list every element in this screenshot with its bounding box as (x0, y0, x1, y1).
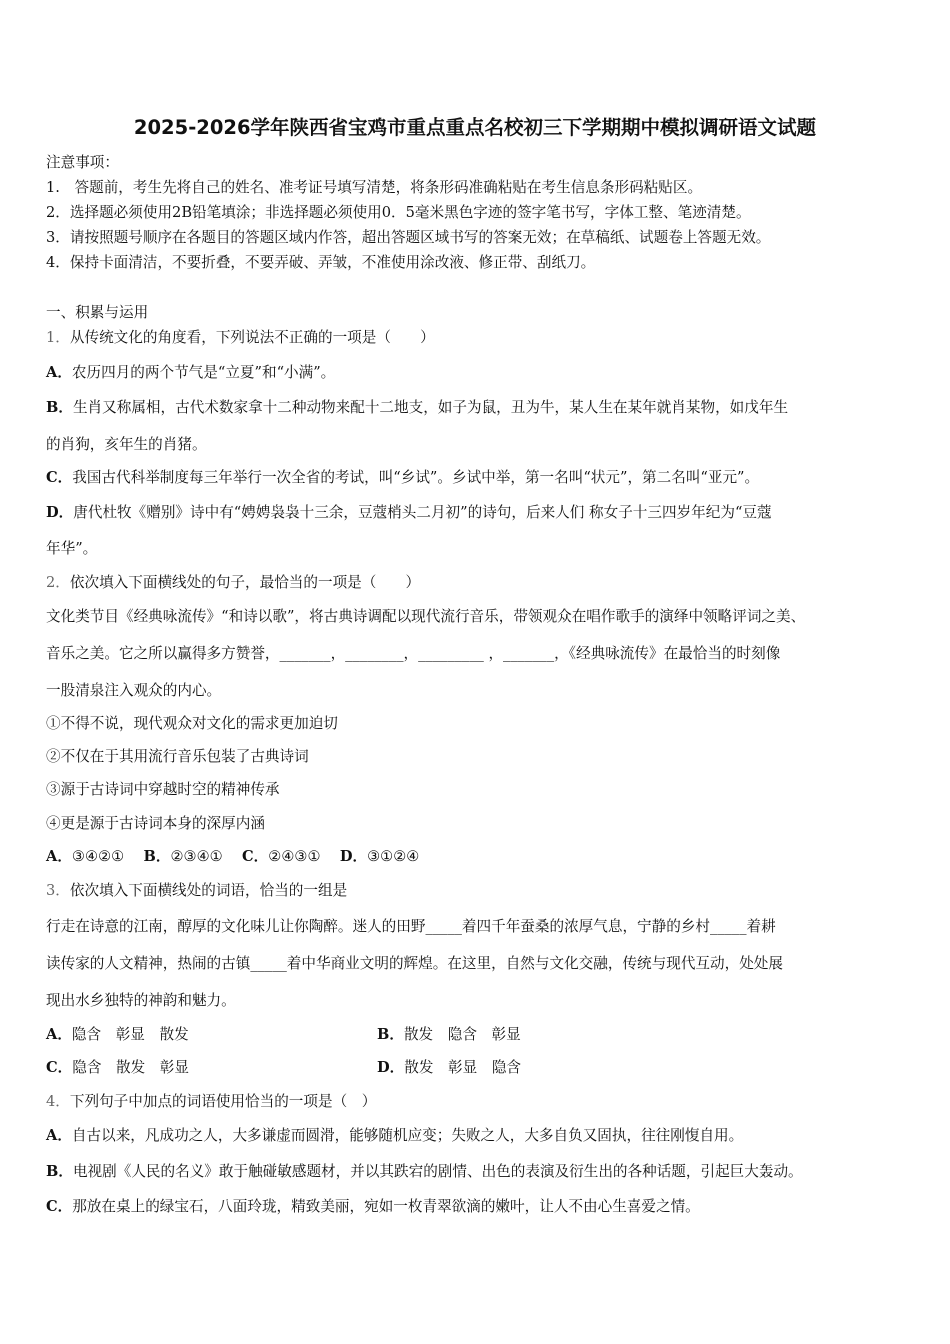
option-text: 电视剧《人民的名义》敢于触碰敏感题材，并以其跌宕的剧情、出色的表演及衍生出的各种话题，引起巨大轰动。 (72, 1163, 803, 1180)
q1-option-b-cont: 的肖狗，亥年生的肖猪。 (46, 436, 207, 453)
option-label: B． (143, 848, 171, 865)
question-1 (46, 326, 435, 347)
q4-option-c (46, 1195, 700, 1216)
q2-passage-line-1: 文化类节目《经典咏流传》“和诗以歌”，将古典诗调配以现代流行音乐，带领观众在唱作歌手的演绎中领略评词之美、 (46, 608, 806, 625)
q2-sentence-3: ③源于古诗词中穿越时空的精神传承 (46, 781, 280, 798)
option-label: C． (46, 1059, 73, 1076)
q1-option-b (46, 396, 788, 417)
question-number: 1． (46, 329, 70, 346)
q3-option-d (377, 1056, 521, 1077)
question-number: 2． (46, 574, 70, 591)
option-text: 那放在桌上的绿宝石，八面玲珑，精致美丽，宛如一枚青翠欲滴的嫩叶，让人不由心生喜爱之情。 (72, 1198, 700, 1215)
option-label: D． (377, 1059, 405, 1076)
q1-option-a (46, 361, 335, 382)
option-label: D． (339, 848, 368, 865)
option-label: D． (46, 504, 74, 521)
option-label: B． (46, 399, 73, 416)
option-text: 散发 彰显 隐含 (404, 1059, 522, 1076)
option-label: A． (46, 1127, 72, 1144)
q4-option-b (46, 1160, 803, 1181)
q1-option-d (46, 501, 772, 522)
notice-heading: 注意事项： (46, 154, 119, 171)
option-label: B． (46, 1163, 73, 1180)
notice-item-1: 1. 答题前，考生先将自己的姓名、准考证号填写清楚，将条形码准确粘贴在考生信息条形码粘贴区。 (46, 179, 703, 196)
notice-item-2: 2．选择题必须使用2B铅笔填涂；非选择题必须使用0．5毫米黑色字迹的签字笔书写，字体工整、笔迹清楚。 (46, 204, 751, 221)
option-label: B． (377, 1026, 404, 1043)
question-stem: 下列句子中加点的词语使用恰当的一项是（ ） (69, 1093, 377, 1110)
option-text: 散发 隐含 彰显 (403, 1026, 521, 1043)
question-stem: 从传统文化的角度看，下列说法不正确的一项是（ ） (69, 329, 435, 346)
question-stem: 依次填入下面横线处的词语，恰当的一组是 (69, 882, 348, 899)
page-title: 2025-2026学年陕西省宝鸡市重点重点名校初三下学期期中模拟调研语文试题 (133, 116, 817, 139)
q2-sentence-1: ①不得不说，现代观众对文化的需求更加迫切 (46, 715, 338, 732)
q3-passage-line-3: 现出水乡独特的神韵和魅力。 (46, 992, 236, 1009)
option-text: 自古以来，凡成功之人，大多谦虚而圆滑，能够随机应变；失败之人，大多自负又固执，往往刚愎自用。 (71, 1127, 744, 1144)
q2-options (46, 845, 419, 866)
question-4 (46, 1090, 376, 1111)
notice-item-4: 4．保持卡面清洁，不要折叠，不要弄破、弄皱，不准使用涂改液、修正带、刮纸刀。 (46, 254, 596, 271)
q2-passage-line-3: 一股清泉注入观众的内心。 (46, 682, 222, 699)
option-text: 唐代杜牧《赠别》诗中有“娉娉袅袅十三余，豆蔻梢头二月初”的诗句，后来人们 称女子十三四岁年纪为“豆蔻 (73, 504, 772, 521)
notice-item-3: 3．请按照题号顺序在各题目的答题区域内作答，超出答题区域书写的答案无效；在草稿纸、试题卷上答题无效。 (46, 229, 771, 246)
option-text: ②④③① (268, 848, 321, 865)
q1-option-d-cont: 年华”。 (46, 540, 98, 557)
q3-passage-line-2: 读传家的人文精神，热闹的古镇_____着中华商业文明的辉煌。在这里，自然与文化交融，传统与现代互动，处处展 (46, 955, 783, 972)
q2-sentence-2: ②不仅在于其用流行音乐包装了古典诗词 (46, 748, 309, 765)
option-label: C． (242, 848, 269, 865)
question-3 (46, 879, 347, 900)
option-label: A． (46, 1026, 72, 1043)
q3-option-b (377, 1023, 521, 1044)
q3-options-row-1 (46, 1023, 906, 1044)
option-text: 隐含 散发 彰显 (72, 1059, 189, 1076)
option-label: C． (46, 1198, 73, 1215)
q1-option-c (46, 466, 759, 487)
question-stem: 依次填入下面横线处的句子，最恰当的一项是（ ） (69, 574, 421, 591)
option-text: 我国古代科举制度每三年举行一次全省的考试，叫“乡试”。乡试中举，第一名叫“状元”，第二名叫“亚元”。 (72, 469, 760, 486)
q2-sentence-4: ④更是源于古诗词本身的深厚内涵 (46, 815, 265, 832)
option-label: A． (46, 848, 72, 865)
question-number: 4． (46, 1093, 70, 1110)
question-2 (46, 571, 420, 592)
q3-passage-line-1: 行走在诗意的江南，醇厚的文化味儿让你陶醉。迷人的田野_____着四千年蚕桑的浓厚气息，宁静的乡村_____着耕 (46, 918, 776, 935)
option-label: C． (46, 469, 73, 486)
q2-passage-line-2: 音乐之美。它之所以赢得多方赞誉，_______，________，_________ ，_______，《经典咏流传》在最恰当的时刻像 (46, 645, 781, 662)
option-text: ③④②① (71, 848, 125, 865)
question-number: 3． (46, 882, 70, 899)
option-text: 隐含 彰显 散发 (71, 1026, 189, 1043)
option-label: A． (46, 364, 72, 381)
q4-option-a (46, 1124, 743, 1145)
q3-options-row-2 (46, 1056, 906, 1077)
option-text: 农历四月的两个节气是“立夏”和“小满”。 (71, 364, 336, 381)
option-text: ②③④① (170, 848, 223, 865)
section-heading: 一、积累与运用 (46, 304, 149, 321)
option-text: ③①②④ (367, 848, 420, 865)
option-text: 生肖又称属相，古代术数家拿十二种动物来配十二地支，如子为鼠，丑为牛，某人生在某年就肖某物，如戊年生 (72, 399, 789, 416)
